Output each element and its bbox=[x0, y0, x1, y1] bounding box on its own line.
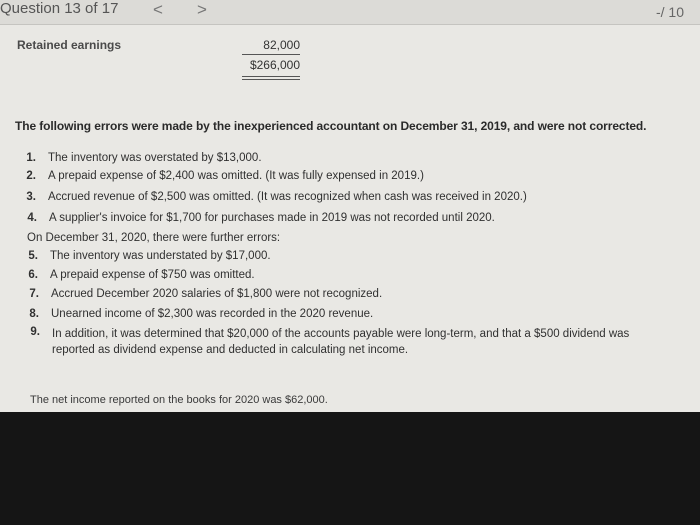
net-income-statement: The net income reported on the books for 2020 was $62,000. bbox=[30, 394, 328, 406]
total-double-rule-bottom bbox=[242, 79, 300, 80]
subtotal-rule bbox=[242, 54, 300, 55]
item-text: In addition, it was determined that $20,000 of the accounts payable were long-term, and that a $500 dividend was reported as dividend expense and deducted in calculating net income. bbox=[52, 328, 630, 356]
item-text: A supplier's invoice for $1,700 for purchases made in 2019 was not recorded until 2020. bbox=[49, 212, 495, 224]
item-text: A prepaid expense of $750 was omitted. bbox=[50, 269, 255, 281]
further-errors-label: On December 31, 2020, there were further errors: bbox=[27, 232, 281, 244]
retained-earnings-label: Retained earnings bbox=[17, 38, 122, 52]
total-amount: $266,000 bbox=[249, 58, 300, 72]
item-number: 1. bbox=[26, 152, 36, 164]
question-counter: Question 13 of 17 bbox=[0, 0, 119, 17]
item-text: Accrued December 2020 salaries of $1,800 were not recognized. bbox=[51, 288, 383, 300]
item-text: Accrued revenue of $2,500 was omitted. (It was recognized when cash was received in 2020.) bbox=[48, 191, 527, 203]
next-question-button[interactable]: > bbox=[197, 0, 207, 19]
previous-question-button[interactable]: < bbox=[153, 0, 163, 19]
item-number: 7. bbox=[29, 288, 39, 300]
score-display: -/ 10 bbox=[655, 4, 684, 20]
retained-earnings-amount: 82,000 bbox=[263, 38, 300, 52]
item-text: A prepaid expense of $2,400 was omitted. (It was fully expensed in 2019.) bbox=[48, 170, 424, 182]
item-number: 9. bbox=[30, 326, 40, 338]
item-text: Unearned income of $2,300 was recorded in the 2020 revenue. bbox=[51, 308, 374, 320]
question-header bbox=[0, 0, 700, 25]
item-number: 2. bbox=[26, 170, 36, 182]
item-text: The inventory was understated by $17,000. bbox=[50, 250, 271, 262]
item-number: 8. bbox=[29, 308, 39, 320]
item-number: 5. bbox=[28, 250, 38, 262]
item-number: 6. bbox=[28, 269, 38, 281]
item-number: 3. bbox=[26, 191, 36, 203]
total-double-rule-top bbox=[242, 76, 300, 77]
errors-intro: The following errors were made by the inexperienced accountant on December 31, 2019, and were not corrected. bbox=[15, 119, 647, 133]
item-number: 4. bbox=[27, 212, 37, 224]
item-text: The inventory was overstated by $13,000. bbox=[48, 152, 262, 164]
